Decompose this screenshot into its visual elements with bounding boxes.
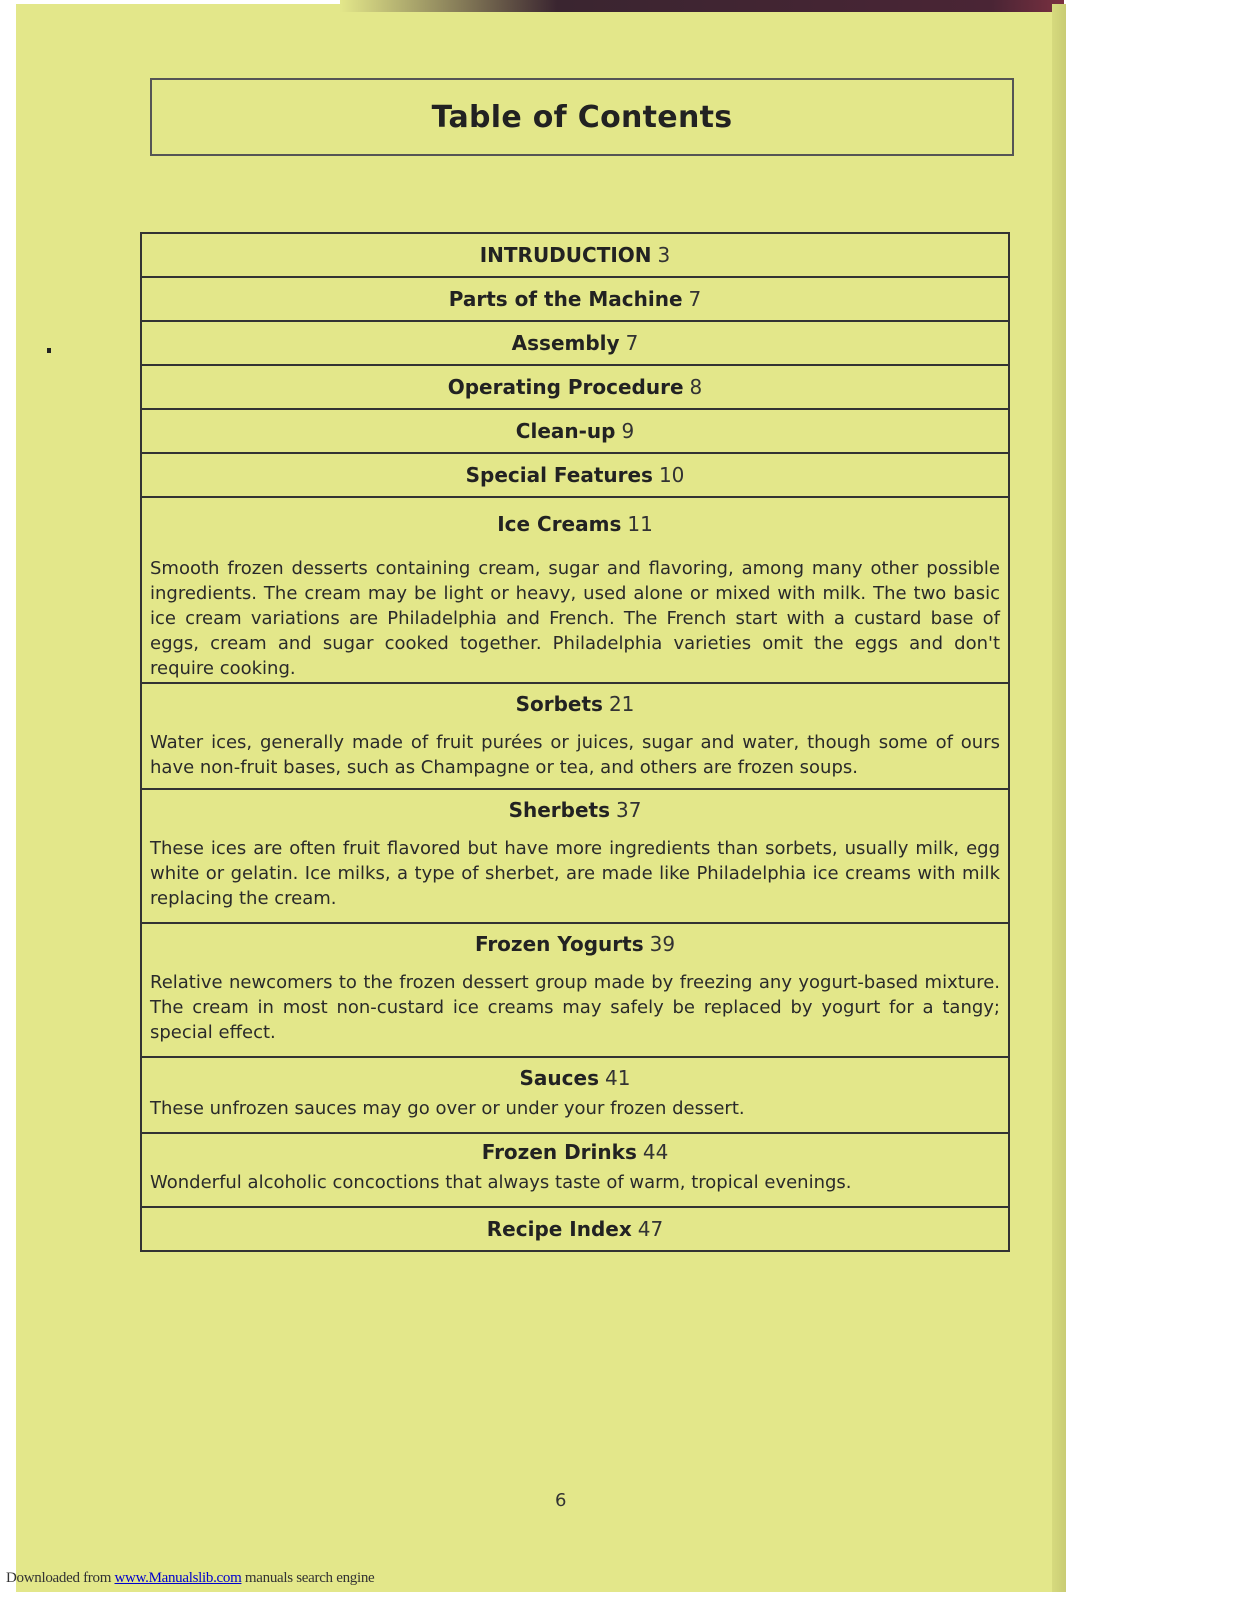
entry-page: 8 (689, 375, 703, 399)
entry-title: Sherbets (508, 798, 610, 822)
footer-prefix: Downloaded from (6, 1570, 115, 1586)
scan-edge-top (340, 0, 1064, 12)
entry-page: 11 (627, 512, 653, 536)
entry-title: Assembly (511, 331, 620, 355)
entry-page: 9 (621, 419, 635, 443)
toc-entry-operating[interactable] (142, 366, 1008, 410)
page-title: Table of Contents (431, 99, 733, 135)
entry-title: Frozen Yogurts (474, 932, 644, 956)
entry-page: 7 (625, 331, 639, 355)
table-of-contents (140, 232, 1010, 1252)
entry-page: 10 (658, 463, 685, 487)
entry-page: 3 (657, 243, 671, 267)
entry-page: 37 (615, 798, 642, 822)
entry-title: Parts of the Machine (448, 287, 683, 311)
entry-description: Relative newcomers to the frozen dessert group made by freezing any yogurt-based mixture. The cream in most non-custard ice creams may safely be replaced by yogurt for a tangy; special effect. (150, 972, 1000, 1043)
title-box (150, 78, 1014, 156)
entry-page: 39 (649, 932, 676, 956)
toc-entry-sauces[interactable] (142, 1058, 1008, 1134)
footer-suffix: manuals search engine (241, 1570, 375, 1586)
page-number: 6 (555, 1490, 567, 1511)
entry-description: These ices are often fruit flavored but have more ingredients than sorbets, usually milk, egg white or gelatin. Ice milks, a type of sherbet, are made like Philadelphia ice creams with milk replacing the cream. (150, 838, 1000, 909)
scan-speck (47, 348, 51, 353)
toc-entry-sorbets[interactable] (142, 684, 1008, 790)
entry-title: Ice Creams (497, 512, 622, 536)
toc-entry-sherbets[interactable] (142, 790, 1008, 924)
toc-entry-recipe-index[interactable] (142, 1208, 1008, 1252)
entry-description: Smooth frozen desserts containing cream, sugar and flavoring, among many other possible ingredients. The cream may be light or heavy, used alone or mixed with milk. The two basic ice cream variations are Philadelphia and French. The French start with a custard base of eggs, cream and sugar cooked together. Philadelphia varieties omit the eggs and don't require cooking. (150, 558, 1000, 679)
scan-edge-right (1052, 4, 1066, 1592)
entry-title: Special Features (465, 463, 653, 487)
toc-entry-assembly[interactable] (142, 322, 1008, 366)
toc-entry-cleanup[interactable] (142, 410, 1008, 454)
toc-entry-parts[interactable] (142, 278, 1008, 322)
toc-entry-special-features[interactable] (142, 454, 1008, 498)
entry-page: 21 (608, 692, 635, 716)
toc-entry-introduction[interactable] (142, 234, 1008, 278)
entry-page: 47 (637, 1217, 664, 1241)
entry-title: Sorbets (515, 692, 603, 716)
entry-page: 41 (605, 1066, 631, 1090)
entry-description: These unfrozen sauces may go over or under your frozen dessert. (150, 1098, 745, 1119)
entry-title: Clean-up (515, 419, 616, 443)
entry-title: Sauces (519, 1066, 599, 1090)
entry-title: Frozen Drinks (481, 1140, 637, 1164)
entry-title: Recipe Index (486, 1217, 632, 1241)
manualslib-link[interactable]: www.Manualslib.com (114, 1570, 242, 1586)
toc-entry-ice-creams[interactable] (142, 498, 1008, 684)
entry-title: Operating Procedure (447, 375, 684, 399)
entry-page: 44 (642, 1140, 669, 1164)
entry-description: Water ices, generally made of fruit purées or juices, sugar and water, though some of ours have non-fruit bases, such as Champagne or tea, and others are frozen soups. (150, 732, 1000, 778)
entry-page: 7 (688, 287, 702, 311)
toc-entry-frozen-drinks[interactable] (142, 1134, 1008, 1208)
toc-entry-frozen-yogurts[interactable] (142, 924, 1008, 1058)
entry-description: Wonderful alcoholic concoctions that always taste of warm, tropical evenings. (150, 1172, 852, 1193)
download-footer (6, 1570, 374, 1587)
entry-title: INTRUDUCTION (479, 243, 652, 267)
